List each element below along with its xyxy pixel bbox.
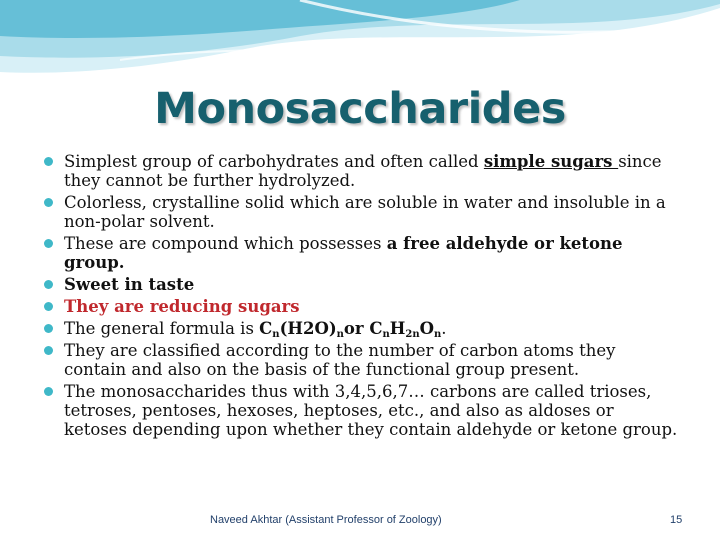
slide-title: Monosaccharides xyxy=(154,84,566,134)
bullet-dot-icon xyxy=(44,157,53,166)
bullet-dot-icon xyxy=(44,324,53,333)
formula-o: O xyxy=(419,319,434,338)
bullet-text: Simplest group of carbohydrates and often called xyxy=(64,152,484,171)
formula-end: . xyxy=(441,319,447,338)
bullet-item xyxy=(42,275,678,294)
bullet-emphasis: simple sugars xyxy=(483,152,619,171)
formula-or: or xyxy=(343,319,370,338)
bullet-dot-icon xyxy=(44,302,53,311)
formula-h: H xyxy=(389,319,406,338)
bullet-text: The monosaccharides thus with 3,4,5,6,7… carbons are called trioses, tetroses, pentoses, hexoses, heptoses, etc., and also as aldoses or ketoses depending upon whether they contain aldehyde or ketone group. xyxy=(64,382,678,439)
bullet-emphasis: a free aldehyde or ketone group. xyxy=(64,234,623,272)
bullet-text: The general formula is xyxy=(64,319,260,338)
bullet-text: since they cannot be further hydrolyzed. xyxy=(64,152,662,190)
formula-sub: n xyxy=(434,329,442,340)
formula-sub: 2n xyxy=(405,329,420,340)
bullet-item xyxy=(42,234,678,272)
bullet-item xyxy=(42,297,678,316)
formula-c: C xyxy=(259,319,273,338)
bullet-highlight-red: They are reducing sugars xyxy=(64,297,300,316)
bullet-item xyxy=(42,152,678,190)
bullet-text: Colorless, crystalline solid which are soluble in water and insoluble in a non-polar solvent. xyxy=(64,193,666,231)
bullet-list xyxy=(42,152,678,442)
formula-sub: n xyxy=(272,329,280,340)
formula-h2o: (H2O) xyxy=(279,319,337,338)
bullet-dot-icon xyxy=(44,346,53,355)
page-number: 15 xyxy=(670,514,683,526)
bullet-text: These are compound which possesses xyxy=(64,234,387,253)
bullet-item xyxy=(42,341,678,379)
bullet-text: They are classified according to the number of carbon atoms they contain and also on the basis of the functional group present. xyxy=(64,341,616,379)
formula-c: C xyxy=(369,319,383,338)
bullet-dot-icon xyxy=(44,387,53,396)
formula-sub: n xyxy=(336,329,344,340)
bullet-dot-icon xyxy=(44,239,53,248)
bullet-item xyxy=(42,193,678,231)
bullet-dot-icon xyxy=(44,280,53,289)
bullet-item xyxy=(42,382,678,439)
header-wave-decoration xyxy=(0,0,720,80)
bullet-item xyxy=(42,319,678,338)
bullet-dot-icon xyxy=(44,198,53,207)
footer-author: Naveed Akhtar (Assistant Professor of Zoology) xyxy=(210,514,442,526)
bullet-emphasis: Sweet in taste xyxy=(64,275,195,294)
formula-sub: n xyxy=(382,329,390,340)
